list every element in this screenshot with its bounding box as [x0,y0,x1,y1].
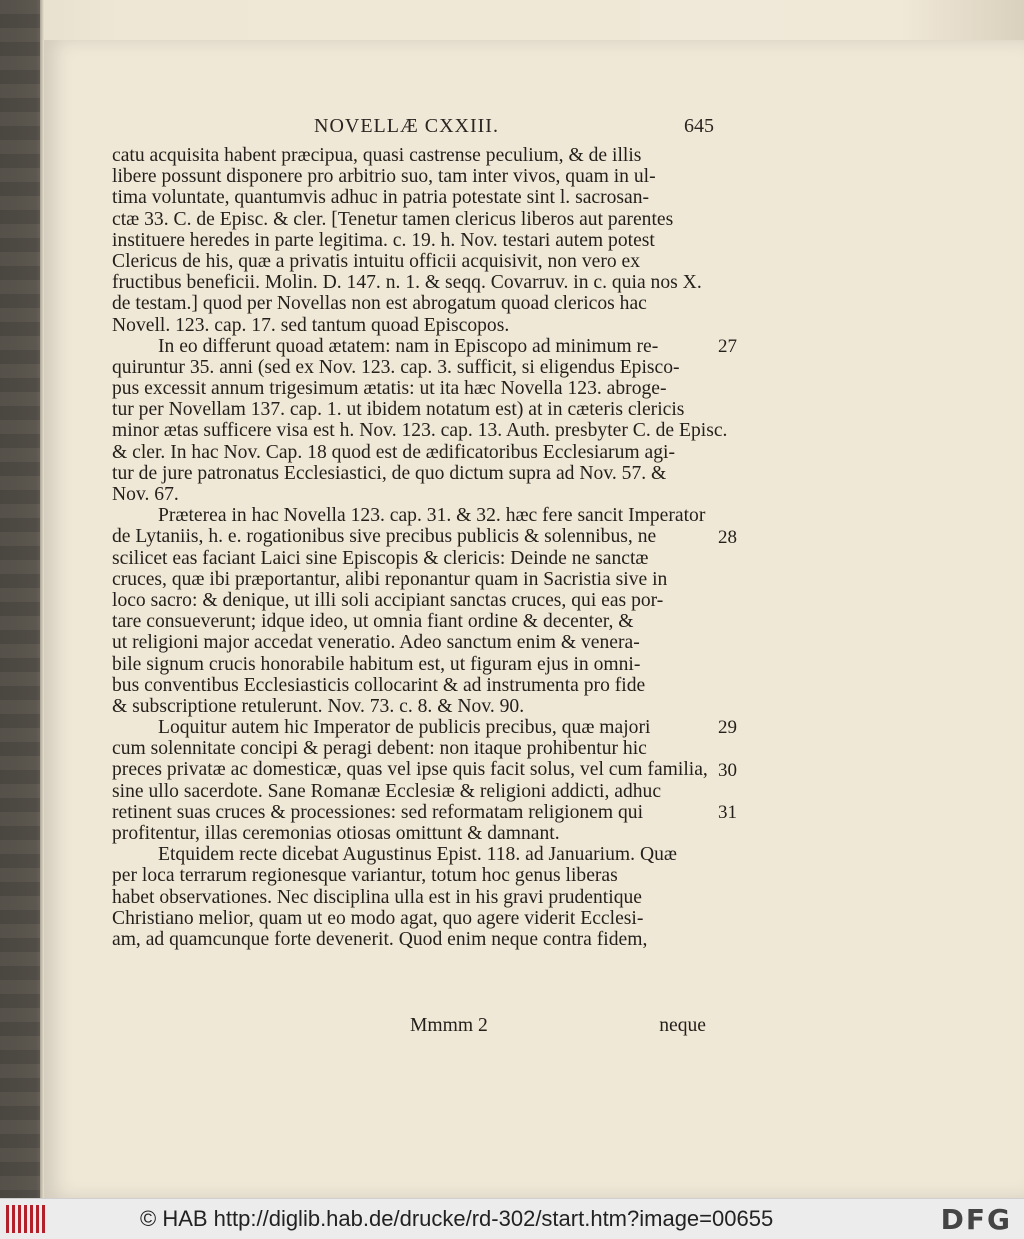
text-line: Novell. 123. cap. 17. sed tantum quoad Episcopos. [112,314,510,336]
citation-link[interactable]: © HAB http://diglib.hab.de/drucke/rd-302/start.htm?image=00655 [140,1206,774,1231]
text-line: habet observationes. Nec disciplina ulla est in his gravi prudentique [112,886,642,908]
text-line: quiruntur 35. anni (sed ex Nov. 123. cap. 3. sufficit, si eligendus Episco- [112,356,680,378]
text-line: Loquitur autem hic Imperator de publicis precibus, quæ majori [158,717,651,739]
text-line: tare consueverunt; idque ideo, ut omnia fiant ordine & decenter, & [112,611,634,633]
text-line: tur de jure patronatus Ecclesiastici, de quo dictum supra ad Nov. 57. & [112,462,667,484]
text-line: ut religioni major accedat veneratio. Adeo sanctum enim & venera- [112,632,640,654]
text-line: bile signum crucis honorabile habitum est, ut figuram ejus in omni- [112,653,641,675]
text-line: cum solennitate concipi & peragi debent: non itaque prohibentur hic [112,738,647,760]
text-line: Præterea in hac Novella 123. cap. 31. & 32. hæc fere sancit Imperator [158,505,706,527]
text-line: am, ad quamcunque forte devenerit. Quod enim neque contra fidem, [112,928,648,950]
text-line: cruces, quæ ibi præportantur, alibi reponantur quam in Sacristia sive in [112,568,668,590]
hab-logo-icon [6,1205,46,1233]
text-line: bus conventibus Ecclesiasticis collocarint & ad instrumenta pro fide [112,674,646,696]
margin-number: 29 [718,717,737,739]
text-line: catu acquisita habent præcipua, quasi castrense peculium, & de illis [112,145,642,166]
adjacent-page-edge [0,0,40,1198]
text-line: loco sacro: & denique, ut illi soli accipiant sanctas cruces, qui eas por- [112,589,664,611]
margin-number: 30 [718,759,737,781]
text-line: scilicet eas faciant Laici sine Episcopis & clericis: Deinde ne sanctæ [112,547,649,569]
dfg-logo: DFG [940,1203,1012,1236]
text-line: ctæ 33. C. de Episc. & cler. [Tenetur tamen clericus liberos aut parentes [112,208,674,230]
text-line: In eo differunt quoad ætatem: nam in Episcopo ad minimum re- [158,335,659,357]
margin-number: 31 [718,802,737,824]
text-line: Etquidem recte dicebat Augustinus Epist. 118. ad Januarium. Quæ [158,844,677,866]
margin-number: 28 [718,526,737,548]
text-line: Clericus de his, quæ a privatis intuitu officii acquisivit, non vero ex [112,250,641,272]
text-line: profitentur, illas ceremonias otiosas omittunt & damnant. [112,823,560,844]
text-line: de testam.] quod per Novellas non est abrogatum quoad clericos hac [112,293,647,315]
text-line: minor ætas sufficere visa est h. Nov. 123. cap. 13. Auth. presbyter C. de Episc. [112,420,728,442]
text-line: fructibus beneficii. Molin. D. 147. n. 1. & seqq. Covarruv. in c. quia nos X. [112,272,702,294]
text-line: retinent suas cruces & processiones: sed reformatam religionem qui [112,801,644,823]
text-line: de Lytaniis, h. e. rogationibus sive precibus publicis & solennibus, ne [112,526,657,548]
text-line: Nov. 67. [112,484,179,505]
header-title: NOVELLÆ CXXIII. [314,115,499,137]
margin-number: 27 [718,335,737,357]
text-line: per loca terrarum regionesque variantur, totum hoc genus liberas [112,865,618,887]
text-line: & subscriptione retulerunt. Nov. 73. c. 8. & Nov. 90. [112,695,525,717]
signature-mark: Mmmm 2 [410,1015,488,1036]
text-line: pus excessit annum trigesimum ætatis: ut ita hæc Novella 123. abroge- [112,378,667,400]
page-number: 645 [684,115,714,137]
text-line: Christiano melior, quam ut eo modo agat, quo agere viderit Ecclesi- [112,907,644,929]
text-line: & cler. In hac Nov. Cap. 18 quod est de ædificatoribus Ecclesiarum agi- [112,441,675,463]
text-line: tima voluntate, quantumvis adhuc in patria potestate sint l. sacrosan- [112,187,650,209]
text-line: sine ullo sacerdote. Sane Romanæ Ecclesiæ & religioni addicti, adhuc [112,780,662,802]
catchword: neque [659,1015,706,1036]
text-line: instituere heredes in parte legitima. c. 19. h. Nov. testari autem potest [112,229,655,251]
text-line: preces privatæ ac domesticæ, quas vel ipse quis facit solus, vel cum familia, [112,759,708,781]
attribution-bar [0,1198,1024,1239]
text-line: libere possunt disponere pro arbitrio suo, tam inter vivos, quam in ul- [112,166,656,188]
text-line: tur per Novellam 137. cap. 1. ut ibidem notatum est) at in cæteris clericis [112,399,685,421]
